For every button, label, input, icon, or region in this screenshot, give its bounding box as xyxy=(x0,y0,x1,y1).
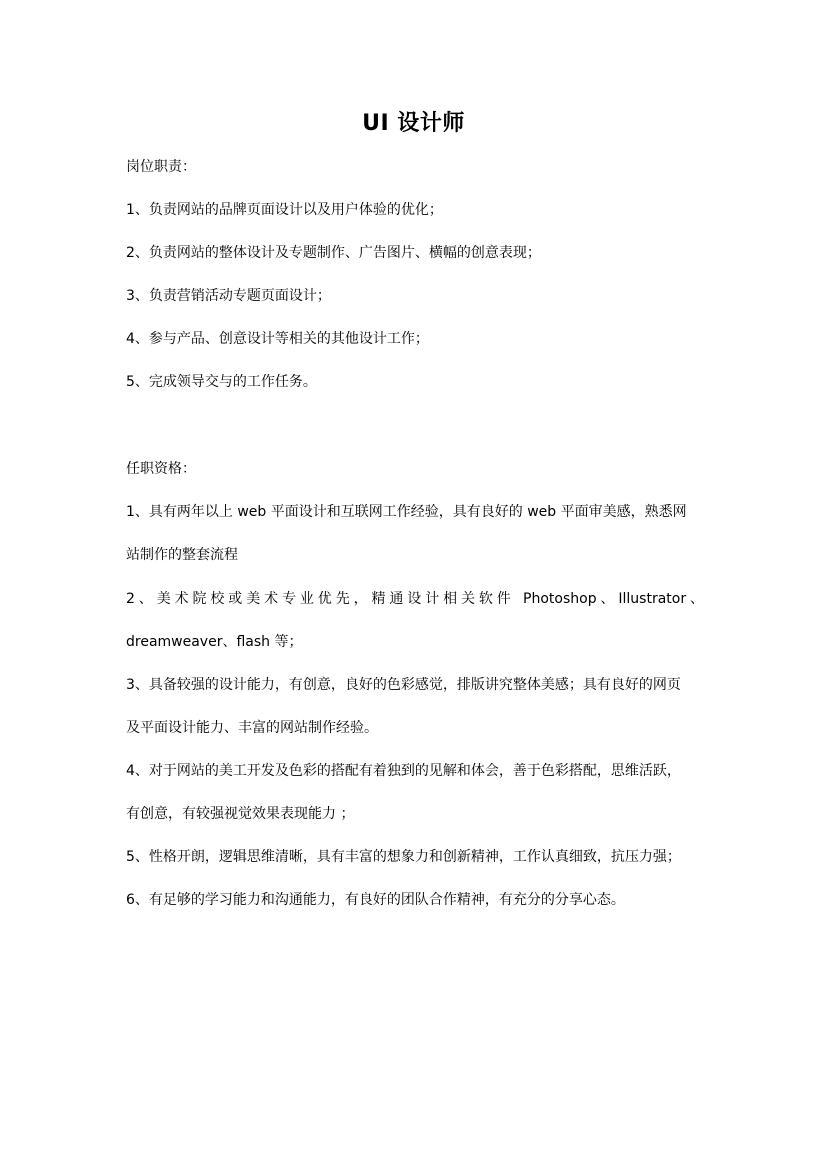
document-title: UI 设计师 xyxy=(362,111,465,136)
duties-heading: 岗位职责： xyxy=(126,159,196,175)
duty-item-1: 1、负责网站的品牌页面设计以及用户体验的优化； xyxy=(126,202,443,218)
duty-item-4: 4、参与产品、创意设计等相关的其他设计工作； xyxy=(126,331,429,347)
qualifications-heading: 任职资格： xyxy=(126,461,196,477)
qualification-line-8: 有创意，有较强视觉效果表现能力 ； xyxy=(126,806,355,822)
qualification-line-4: dreamweaver、flash 等； xyxy=(126,634,303,650)
duty-item-2: 2、负责网站的整体设计及专题制作、广告图片、横幅的创意表现； xyxy=(126,245,541,261)
qualification-line-1: 1、具有两年以上 web 平面设计和互联网工作经验，具有良好的 web 平面审美感，熟悉网 xyxy=(126,504,687,520)
qualification-line-2: 站制作的整套流程 xyxy=(126,547,238,563)
qualification-line-9: 5、性格开朗，逻辑思维清晰，具有丰富的想象力和创新精神，工作认真细致，抗压力强； xyxy=(126,849,681,865)
duty-item-5: 5、完成领导交与的工作任务。 xyxy=(126,374,317,390)
qualification-line-6: 及平面设计能力、丰富的网站制作经验。 xyxy=(126,720,378,736)
qualification-line-3: 2、美术院校或美术专业优先，精通设计相关软件 Photoshop、Illustrator、 xyxy=(126,591,704,607)
duty-item-3: 3、负责营销活动专题页面设计； xyxy=(126,288,331,304)
qualification-line-7: 4、对于网站的美工开发及色彩的搭配有着独到的见解和体会，善于色彩搭配，思维活跃， xyxy=(126,763,681,779)
qualification-line-10: 6、有足够的学习能力和沟通能力，有良好的团队合作精神，有充分的分享心态。 xyxy=(126,892,625,908)
qualification-line-5: 3、具备较强的设计能力，有创意，良好的色彩感觉，排版讲究整体美感；具有良好的网页 xyxy=(126,677,681,693)
